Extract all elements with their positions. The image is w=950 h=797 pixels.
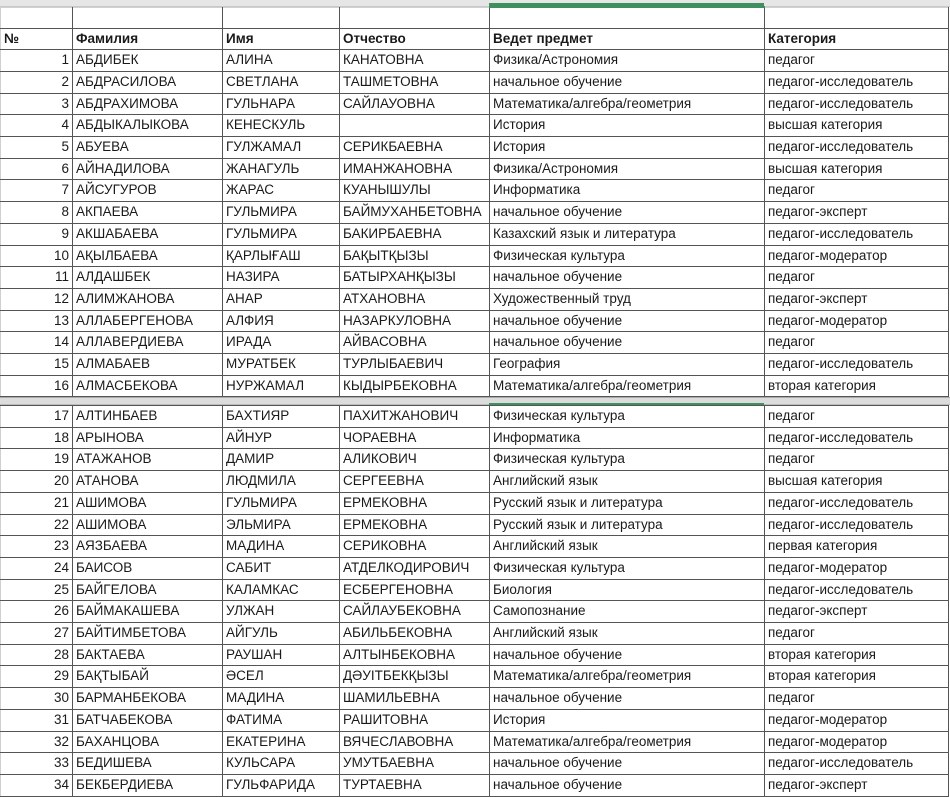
category-cell[interactable]: педагог	[765, 332, 949, 354]
row-number[interactable]: 32	[1, 731, 73, 753]
row-number[interactable]: 13	[1, 310, 73, 332]
row-number[interactable]: 26	[1, 601, 73, 623]
surname-cell[interactable]: БАКТАЕВА	[73, 644, 223, 666]
name-cell[interactable]: АЙГУЛЬ	[223, 623, 340, 645]
cell[interactable]	[765, 7, 949, 28]
table-row	[1, 623, 949, 645]
patronymic-cell[interactable]: ЕРМЕКОВНА	[340, 492, 490, 514]
table-row	[1, 50, 949, 72]
subject-cell[interactable]: Математика/алгебра/геометрия	[490, 666, 765, 688]
table-row	[1, 288, 949, 310]
name-cell[interactable]: ЖАРАС	[223, 180, 340, 202]
subject-cell[interactable]: Информатика	[490, 180, 765, 202]
row-number[interactable]: 24	[1, 557, 73, 579]
table-row	[1, 731, 949, 753]
name-cell[interactable]: КЕНЕСКУЛЬ	[223, 115, 340, 137]
surname-cell[interactable]: БАРМАНБЕКОВА	[73, 688, 223, 710]
table-row	[1, 115, 949, 137]
name-cell[interactable]: ЖАНАГУЛЬ	[223, 158, 340, 180]
subject-cell[interactable]: Физика/Астрономия	[490, 50, 765, 72]
name-cell[interactable]: ДАМИР	[223, 449, 340, 471]
patronymic-cell[interactable]: ШАМИЛЬЕВНА	[340, 688, 490, 710]
name-cell[interactable]: СВЕТЛАНА	[223, 71, 340, 93]
row-number[interactable]: 6	[1, 158, 73, 180]
table-row	[1, 427, 949, 449]
patronymic-cell[interactable]: НАЗАРКУЛОВНА	[340, 310, 490, 332]
name-cell[interactable]: КУЛЬСАРА	[223, 753, 340, 775]
surname-cell[interactable]: АЯЗБАЕВА	[73, 536, 223, 558]
name-cell[interactable]: АЙНУР	[223, 427, 340, 449]
surname-cell[interactable]: БЕКБЕРДИЕВА	[73, 774, 223, 796]
row-number[interactable]: 18	[1, 427, 73, 449]
category-cell[interactable]: вторая категория	[765, 666, 949, 688]
category-cell[interactable]: высшая категория	[765, 158, 949, 180]
surname-cell[interactable]: АКШАБАЕВА	[73, 223, 223, 245]
category-cell[interactable]: педагог-исследователь	[765, 427, 949, 449]
surname-cell[interactable]: БЕДИШЕВА	[73, 753, 223, 775]
row-number[interactable]: 14	[1, 332, 73, 354]
subject-cell[interactable]: начальное обучение	[490, 332, 765, 354]
surname-cell[interactable]: АЙНАДИЛОВА	[73, 158, 223, 180]
subject-cell[interactable]: Русский язык и литература	[490, 514, 765, 536]
surname-cell[interactable]: АШИМОВА	[73, 492, 223, 514]
patronymic-cell[interactable]: БАҚЫТҚЫЗЫ	[340, 245, 490, 267]
table-row	[1, 514, 949, 536]
patronymic-cell[interactable]: АЛТЫНБЕКОВНА	[340, 644, 490, 666]
subject-cell[interactable]: Физическая культура	[490, 245, 765, 267]
header-surname[interactable]: Фамилия	[73, 28, 223, 50]
surname-cell[interactable]: АЛМАБАЕВ	[73, 354, 223, 376]
subject-cell[interactable]: История	[490, 115, 765, 137]
category-cell[interactable]: педагог-исследователь	[765, 354, 949, 376]
subject-cell[interactable]: Самопознание	[490, 601, 765, 623]
patronymic-cell[interactable]: ВЯЧЕСЛАВОВНА	[340, 731, 490, 753]
spreadsheet-top-pane	[0, 6, 949, 397]
patronymic-cell[interactable]: КАНАТОВНА	[340, 50, 490, 72]
category-cell[interactable]: педагог-модератор	[765, 557, 949, 579]
surname-cell[interactable]: АБДРАХИМОВА	[73, 93, 223, 115]
subject-cell[interactable]: География	[490, 354, 765, 376]
row-number[interactable]: 17	[1, 406, 73, 428]
patronymic-cell[interactable]: САЙЛАУОВНА	[340, 93, 490, 115]
row-number[interactable]: 22	[1, 514, 73, 536]
category-cell[interactable]: педагог	[765, 406, 949, 428]
table-row	[1, 202, 949, 224]
patronymic-cell[interactable]: ЧОРАЕВНА	[340, 427, 490, 449]
name-cell[interactable]: ӘСЕЛ	[223, 666, 340, 688]
table-row	[1, 310, 949, 332]
patronymic-cell[interactable]: АЙВАСОВНА	[340, 332, 490, 354]
category-cell[interactable]: педагог-исследователь	[765, 492, 949, 514]
row-number[interactable]: 20	[1, 471, 73, 493]
name-cell[interactable]: ЛЮДМИЛА	[223, 471, 340, 493]
table-row	[1, 666, 949, 688]
category-cell[interactable]: педагог	[765, 50, 949, 72]
cell[interactable]	[340, 7, 490, 28]
patronymic-cell[interactable]: АБИЛЬБЕКОВНА	[340, 623, 490, 645]
subject-cell[interactable]: начальное обучение	[490, 71, 765, 93]
name-cell[interactable]: УЛЖАН	[223, 601, 340, 623]
patronymic-cell[interactable]: УМУТБАЕВНА	[340, 753, 490, 775]
category-cell[interactable]: педагог	[765, 623, 949, 645]
surname-cell[interactable]: АЛТИНБАЕВ	[73, 406, 223, 428]
patronymic-cell[interactable]: ТУРЛЫБАЕВИЧ	[340, 354, 490, 376]
category-cell[interactable]: педагог-исследователь	[765, 71, 949, 93]
table-row	[1, 354, 949, 376]
surname-cell[interactable]: АҚЫЛБАЕВА	[73, 245, 223, 267]
name-cell[interactable]: ЕКАТЕРИНА	[223, 731, 340, 753]
row-number[interactable]: 4	[1, 115, 73, 137]
table-row	[1, 601, 949, 623]
surname-cell[interactable]: БАҚТЫБАЙ	[73, 666, 223, 688]
patronymic-cell[interactable]: АТХАНОВНА	[340, 288, 490, 310]
category-cell[interactable]: высшая категория	[765, 471, 949, 493]
subject-cell[interactable]: начальное обучение	[490, 774, 765, 796]
surname-cell[interactable]: АБДИБЕК	[73, 50, 223, 72]
name-cell[interactable]: ГУЛЬМИРА	[223, 202, 340, 224]
category-cell[interactable]: педагог-модератор	[765, 310, 949, 332]
surname-cell[interactable]: БАТЧАБЕКОВА	[73, 709, 223, 731]
name-cell[interactable]: АЛИНА	[223, 50, 340, 72]
table-row	[1, 492, 949, 514]
surname-cell[interactable]: БАЙМАКАШЕВА	[73, 601, 223, 623]
cell[interactable]	[490, 7, 765, 28]
name-cell[interactable]: ГУЛЬФАРИДА	[223, 774, 340, 796]
patronymic-cell[interactable]: КУАНЫШУЛЫ	[340, 180, 490, 202]
subject-cell[interactable]: Физическая культура	[490, 449, 765, 471]
surname-cell[interactable]: БАЙТИМБЕТОВА	[73, 623, 223, 645]
row-number[interactable]: 34	[1, 774, 73, 796]
patronymic-cell[interactable]: ДӘУІТБЕКҚЫЗЫ	[340, 666, 490, 688]
row-number[interactable]: 23	[1, 536, 73, 558]
table-row	[1, 774, 949, 796]
subject-cell[interactable]: Физическая культура	[490, 406, 765, 428]
category-cell[interactable]: педагог-эксперт	[765, 202, 949, 224]
name-cell[interactable]: МАДИНА	[223, 536, 340, 558]
surname-cell[interactable]: АЛМАСБЕКОВА	[73, 375, 223, 397]
subject-cell[interactable]: Казахский язык и литература	[490, 223, 765, 245]
table-row	[1, 245, 949, 267]
surname-cell[interactable]: АЛИМЖАНОВА	[73, 288, 223, 310]
row-number[interactable]: 31	[1, 709, 73, 731]
subject-cell[interactable]: начальное обучение	[490, 202, 765, 224]
header-category[interactable]: Категория	[765, 28, 949, 50]
name-cell[interactable]: ГУЛЬНАРА	[223, 93, 340, 115]
name-cell[interactable]: ГУЛЬМИРА	[223, 492, 340, 514]
table-row	[1, 158, 949, 180]
header-name[interactable]: Имя	[223, 28, 340, 50]
patronymic-cell[interactable]: СЕРИКБАЕВНА	[340, 137, 490, 159]
table-row	[1, 332, 949, 354]
row-number[interactable]: 16	[1, 375, 73, 397]
subject-cell[interactable]: начальное обучение	[490, 267, 765, 289]
subject-cell[interactable]: Физика/Астрономия	[490, 158, 765, 180]
subject-cell[interactable]: Русский язык и литература	[490, 492, 765, 514]
surname-cell[interactable]: АБУЕВА	[73, 137, 223, 159]
row-number[interactable]: 19	[1, 449, 73, 471]
patronymic-cell[interactable]: ТАШМЕТОВНА	[340, 71, 490, 93]
spreadsheet-bottom-pane	[0, 405, 949, 797]
category-cell[interactable]: педагог-исследователь	[765, 514, 949, 536]
category-cell[interactable]: педагог-эксперт	[765, 774, 949, 796]
name-cell[interactable]: ГУЛЖАМАЛ	[223, 137, 340, 159]
category-cell[interactable]: педагог-модератор	[765, 245, 949, 267]
category-cell[interactable]: педагог-исследователь	[765, 753, 949, 775]
surname-cell[interactable]: БАИСОВ	[73, 557, 223, 579]
surname-cell[interactable]: АЛЛАВЕРДИЕВА	[73, 332, 223, 354]
category-cell[interactable]: педагог	[765, 267, 949, 289]
category-cell[interactable]: педагог	[765, 180, 949, 202]
category-cell[interactable]: педагог-исследователь	[765, 93, 949, 115]
subject-cell[interactable]: Английский язык	[490, 471, 765, 493]
category-cell[interactable]: педагог-модератор	[765, 731, 949, 753]
subject-cell[interactable]: начальное обучение	[490, 644, 765, 666]
row-number[interactable]: 28	[1, 644, 73, 666]
category-cell[interactable]: педагог	[765, 688, 949, 710]
patronymic-cell[interactable]: БАКИРБАЕВНА	[340, 223, 490, 245]
name-cell[interactable]: НУРЖАМАЛ	[223, 375, 340, 397]
surname-cell[interactable]: АЛДАШБЕК	[73, 267, 223, 289]
table-row	[1, 644, 949, 666]
name-cell[interactable]: ФАТИМА	[223, 709, 340, 731]
subject-cell[interactable]: История	[490, 709, 765, 731]
row-number[interactable]: 7	[1, 180, 73, 202]
row-number[interactable]: 29	[1, 666, 73, 688]
surname-cell[interactable]: АКПАЕВА	[73, 202, 223, 224]
category-cell[interactable]: педагог-исследователь	[765, 223, 949, 245]
surname-cell[interactable]: АШИМОВА	[73, 514, 223, 536]
table-row	[1, 688, 949, 710]
name-cell[interactable]: САБИТ	[223, 557, 340, 579]
table-row	[1, 449, 949, 471]
name-cell[interactable]: РАУШАН	[223, 644, 340, 666]
frozen-pane-splitter[interactable]	[0, 397, 950, 405]
category-cell[interactable]: первая категория	[765, 536, 949, 558]
surname-cell[interactable]: АТАЖАНОВ	[73, 449, 223, 471]
patronymic-cell[interactable]: АТДЕЛКОДИРОВИЧ	[340, 557, 490, 579]
category-cell[interactable]: педагог-исследователь	[765, 579, 949, 601]
category-cell[interactable]: педагог	[765, 449, 949, 471]
table-row	[1, 375, 949, 397]
table-row	[1, 579, 949, 601]
name-cell[interactable]: МАДИНА	[223, 688, 340, 710]
patronymic-cell[interactable]: КЫДЫРБЕКОВНА	[340, 375, 490, 397]
name-cell[interactable]: БАХТИЯР	[223, 406, 340, 428]
name-cell[interactable]: ГУЛЬМИРА	[223, 223, 340, 245]
patronymic-cell[interactable]: ТУРТАЕВНА	[340, 774, 490, 796]
table-row	[1, 406, 949, 428]
row-number[interactable]: 30	[1, 688, 73, 710]
row-number[interactable]: 33	[1, 753, 73, 775]
subject-cell[interactable]: начальное обучение	[490, 310, 765, 332]
category-cell[interactable]: вторая категория	[765, 644, 949, 666]
header-row	[1, 28, 949, 50]
name-cell[interactable]: ИРАДА	[223, 332, 340, 354]
patronymic-cell[interactable]: ПАХИТЖАНОВИЧ	[340, 406, 490, 428]
row-number[interactable]: 15	[1, 354, 73, 376]
name-cell[interactable]: КАЛАМКАС	[223, 579, 340, 601]
surname-cell[interactable]: АБДЫКАЛЫКОВА	[73, 115, 223, 137]
cell[interactable]	[1, 7, 73, 28]
table-row	[1, 267, 949, 289]
row-number[interactable]: 11	[1, 267, 73, 289]
subject-cell[interactable]: Английский язык	[490, 536, 765, 558]
name-cell[interactable]: ЭЛЬМИРА	[223, 514, 340, 536]
patronymic-cell[interactable]: АЛИКОВИЧ	[340, 449, 490, 471]
patronymic-cell[interactable]: САЙЛАУБЕКОВНА	[340, 601, 490, 623]
category-cell[interactable]: педагог-эксперт	[765, 288, 949, 310]
row-number[interactable]: 5	[1, 137, 73, 159]
row-number[interactable]: 10	[1, 245, 73, 267]
patronymic-cell[interactable]: ЕРМЕКОВНА	[340, 514, 490, 536]
row-number[interactable]: 8	[1, 202, 73, 224]
cell[interactable]	[223, 7, 340, 28]
surname-cell[interactable]: АТАНОВА	[73, 471, 223, 493]
table-row	[1, 536, 949, 558]
subject-cell[interactable]: начальное обучение	[490, 753, 765, 775]
name-cell[interactable]: АЛФИЯ	[223, 310, 340, 332]
category-cell[interactable]: педагог-исследователь	[765, 137, 949, 159]
row-number[interactable]: 2	[1, 71, 73, 93]
subject-cell[interactable]: Физическая культура	[490, 557, 765, 579]
subject-cell[interactable]: Информатика	[490, 427, 765, 449]
name-cell[interactable]: АНАР	[223, 288, 340, 310]
header-patronymic[interactable]: Отчество	[340, 28, 490, 50]
table-row	[1, 223, 949, 245]
subject-cell[interactable]: Математика/алгебра/геометрия	[490, 375, 765, 397]
surname-cell[interactable]: АБДРАСИЛОВА	[73, 71, 223, 93]
name-cell[interactable]: МУРАТБЕК	[223, 354, 340, 376]
table-row	[1, 471, 949, 493]
header-number[interactable]: №	[1, 28, 73, 50]
subject-cell[interactable]: Биология	[490, 579, 765, 601]
surname-cell[interactable]: АЛЛАБЕРГЕНОВА	[73, 310, 223, 332]
table-row	[1, 71, 949, 93]
patronymic-cell[interactable]: СЕРИКОВНА	[340, 536, 490, 558]
table-row	[1, 93, 949, 115]
category-cell[interactable]: вторая категория	[765, 375, 949, 397]
subject-cell[interactable]: Математика/алгебра/геометрия	[490, 731, 765, 753]
surname-cell[interactable]: БАЙГЕЛОВА	[73, 579, 223, 601]
table-row	[1, 557, 949, 579]
name-cell[interactable]: НАЗИРА	[223, 267, 340, 289]
empty-row	[1, 7, 949, 28]
subject-cell[interactable]: начальное обучение	[490, 688, 765, 710]
patronymic-cell[interactable]: БАТЫРХАНҚЫЗЫ	[340, 267, 490, 289]
subject-cell[interactable]: Математика/алгебра/геометрия	[490, 93, 765, 115]
patronymic-cell[interactable]: ЕСБЕРГЕНОВНА	[340, 579, 490, 601]
row-number[interactable]: 25	[1, 579, 73, 601]
row-number[interactable]: 3	[1, 93, 73, 115]
patronymic-cell[interactable]: СЕРГЕЕВНА	[340, 471, 490, 493]
row-number[interactable]: 21	[1, 492, 73, 514]
patronymic-cell[interactable]: ИМАНЖАНОВНА	[340, 158, 490, 180]
patronymic-cell[interactable]	[340, 115, 490, 137]
surname-cell[interactable]: БАХАНЦОВА	[73, 731, 223, 753]
category-cell[interactable]: педагог-модератор	[765, 709, 949, 731]
row-number[interactable]: 1	[1, 50, 73, 72]
row-number[interactable]: 12	[1, 288, 73, 310]
subject-cell[interactable]: Художественный труд	[490, 288, 765, 310]
subject-cell[interactable]: История	[490, 137, 765, 159]
category-cell[interactable]: педагог-эксперт	[765, 601, 949, 623]
name-cell[interactable]: ҚАРЛЫҒАШ	[223, 245, 340, 267]
subject-cell[interactable]: Английский язык	[490, 623, 765, 645]
header-subject[interactable]: Ведет предмет	[490, 28, 765, 50]
row-number[interactable]: 27	[1, 623, 73, 645]
cell[interactable]	[73, 7, 223, 28]
row-number[interactable]: 9	[1, 223, 73, 245]
table-row	[1, 753, 949, 775]
table-row	[1, 137, 949, 159]
surname-cell[interactable]: АРЫНОВА	[73, 427, 223, 449]
patronymic-cell[interactable]: БАЙМУХАНБЕТОВНА	[340, 202, 490, 224]
table-row	[1, 709, 949, 731]
category-cell[interactable]: высшая категория	[765, 115, 949, 137]
table-row	[1, 180, 949, 202]
patronymic-cell[interactable]: РАШИТОВНА	[340, 709, 490, 731]
surname-cell[interactable]: АЙСУГУРОВ	[73, 180, 223, 202]
